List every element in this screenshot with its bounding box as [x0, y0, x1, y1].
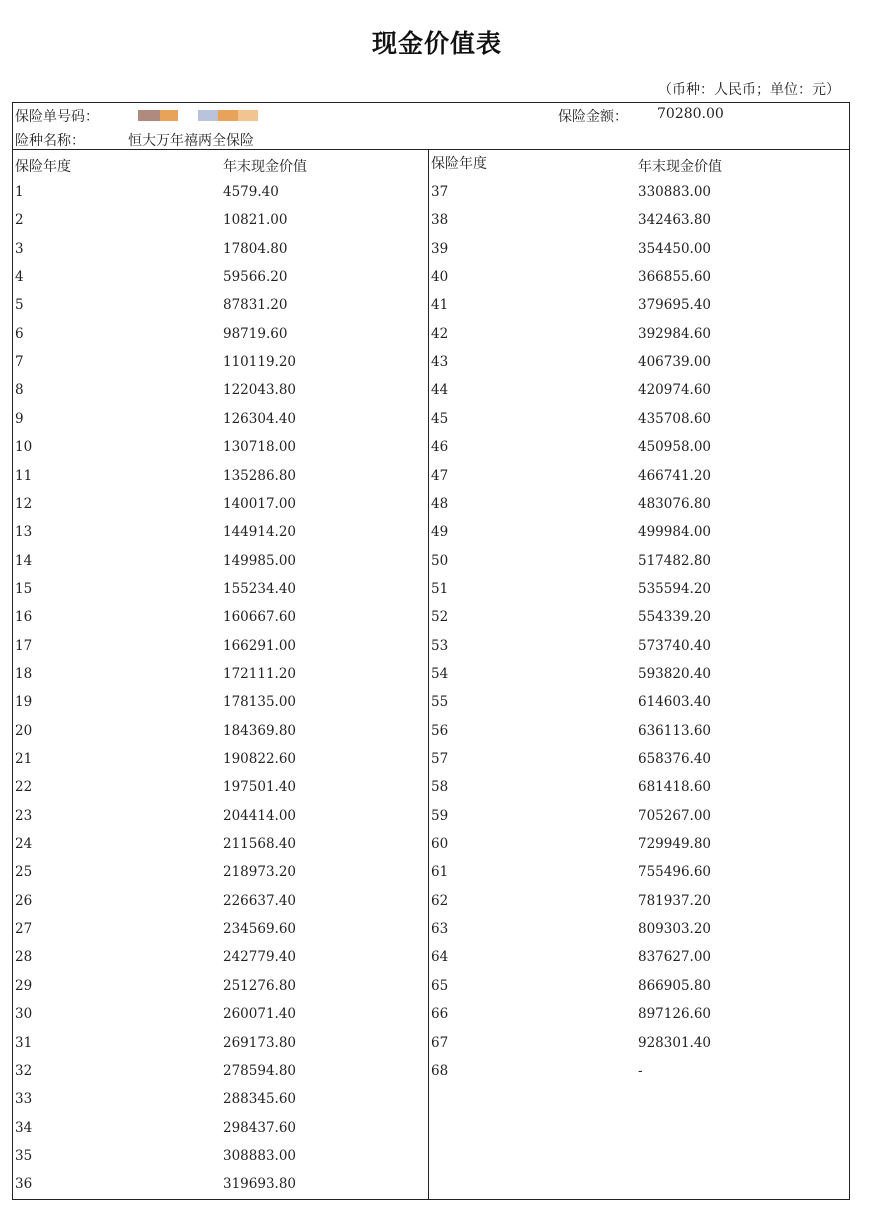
cash-value-cell: 379695.40 [638, 297, 712, 314]
table-row [0, 1035, 874, 1055]
product-name-value: 恒大万年禧两全保险 [128, 133, 254, 149]
cash-value-cell: 226637.40 [223, 892, 297, 909]
policy-year-cell: 6 [15, 325, 24, 342]
cash-value-cell: 204414.00 [223, 807, 297, 824]
policy-year-cell: 16 [15, 609, 33, 626]
table-row [0, 779, 874, 799]
table-row [0, 609, 874, 629]
policy-year-cell: 68 [431, 1062, 449, 1079]
policy-year-cell: 31 [15, 1034, 33, 1051]
policy-number-label: 保险单号码： [15, 109, 99, 125]
cash-value-cell: 149985.00 [223, 552, 297, 569]
cash-value-cell: 342463.80 [638, 212, 712, 229]
policy-year-cell: 21 [15, 751, 33, 767]
policy-year-cell: 29 [15, 977, 33, 994]
cash-value-cell: 144914.20 [223, 524, 297, 541]
cash-value-cell: 573740.40 [638, 637, 712, 654]
cash-value-cell: 126304.40 [223, 410, 297, 427]
product-name-label: 险种名称： [15, 133, 85, 149]
sum-insured-value: 70280.00 [657, 106, 724, 122]
table-row [0, 1176, 874, 1196]
policy-year-cell: 9 [15, 410, 24, 427]
policy-year-cell: 7 [15, 354, 24, 371]
policy-year-cell: 66 [431, 1006, 449, 1023]
cash-value-cell: 406739.00 [638, 354, 712, 371]
policy-year-cell: 53 [431, 637, 449, 654]
right-col-value-header: 年末现金价值 [638, 159, 722, 175]
cash-value-cell: 155234.40 [223, 580, 297, 597]
table-row [0, 468, 874, 488]
policy-year-cell: 50 [431, 552, 449, 569]
policy-year-cell: 58 [431, 779, 449, 796]
cash-value-cell: 130718.00 [223, 439, 297, 456]
policy-year-cell: 33 [15, 1091, 33, 1108]
left-col-year-header: 保险年度 [15, 159, 71, 175]
cash-value-cell: 160667.60 [223, 609, 297, 626]
cash-value-cell: 499984.00 [638, 524, 712, 541]
cash-value-cell: 420974.60 [638, 382, 712, 399]
cash-value-cell: 308883.00 [223, 1147, 297, 1164]
policy-year-cell: 63 [431, 921, 449, 938]
policy-year-cell: 27 [15, 921, 33, 938]
cash-value-cell: 554339.20 [638, 609, 712, 626]
cash-value-cell: 197501.40 [223, 779, 297, 796]
cash-value-cell: 593820.40 [638, 665, 712, 682]
cash-value-cell: 251276.80 [223, 977, 297, 994]
cash-value-cell: 98719.60 [223, 325, 288, 342]
table-row [0, 297, 874, 317]
cash-value-cell: 354450.00 [638, 240, 712, 257]
policy-year-cell: 23 [15, 807, 33, 824]
cash-value-cell: 450958.00 [638, 439, 712, 456]
table-row [0, 212, 874, 232]
policy-year-cell: 40 [431, 269, 449, 286]
cash-value-cell: - [638, 1062, 643, 1079]
table-row [0, 524, 874, 544]
table-row [0, 723, 874, 743]
cash-value-cell: 466741.20 [638, 467, 712, 484]
cash-value-cell: 705267.00 [638, 807, 712, 824]
cash-value-cell: 218973.20 [223, 864, 297, 881]
cash-value-cell: 729949.80 [638, 836, 712, 853]
policy-year-cell: 34 [15, 1119, 33, 1136]
cash-value-cell: 928301.40 [638, 1034, 712, 1051]
policy-year-cell: 1 [15, 184, 24, 200]
cash-value-cell: 190822.60 [223, 751, 297, 767]
cash-value-cell: 435708.60 [638, 410, 712, 427]
cash-value-cell: 366855.60 [638, 269, 712, 286]
policy-year-cell: 51 [431, 580, 449, 597]
policy-year-cell: 48 [431, 495, 449, 512]
policy-year-cell: 37 [431, 184, 449, 200]
cash-value-cell: 897126.60 [638, 1006, 712, 1023]
policy-year-cell: 55 [431, 694, 449, 711]
cash-value-cell: 636113.60 [638, 722, 712, 739]
policy-year-cell: 45 [431, 410, 449, 427]
sum-insured-label: 保险金额： [558, 109, 628, 125]
table-row [0, 1063, 874, 1083]
policy-year-cell: 57 [431, 751, 449, 767]
cash-value-cell: 110119.20 [223, 354, 297, 371]
cash-value-cell: 234569.60 [223, 921, 297, 938]
policy-year-cell: 49 [431, 524, 449, 541]
table-row [0, 638, 874, 658]
policy-year-cell: 42 [431, 325, 449, 342]
table-row [0, 269, 874, 289]
cash-value-cell: 288345.60 [223, 1091, 297, 1108]
table-row [0, 949, 874, 969]
table-row [0, 808, 874, 828]
policy-year-cell: 61 [431, 864, 449, 881]
policy-year-cell: 60 [431, 836, 449, 853]
right-col-year-header: 保险年度 [431, 156, 487, 172]
table-row [0, 326, 874, 346]
policy-year-cell: 11 [15, 467, 33, 484]
policy-year-cell: 18 [15, 665, 33, 682]
cash-value-cell: 178135.00 [223, 694, 297, 711]
redacted-policy-number-part [218, 110, 238, 121]
policy-year-cell: 22 [15, 779, 33, 796]
table-row [0, 893, 874, 913]
policy-year-cell: 54 [431, 665, 449, 682]
table-row [0, 354, 874, 374]
table-row [0, 1148, 874, 1168]
left-col-value-header: 年末现金价值 [223, 159, 307, 175]
table-row [0, 921, 874, 941]
cash-value-cell: 278594.80 [223, 1062, 297, 1079]
policy-year-cell: 64 [431, 949, 449, 966]
policy-year-cell: 4 [15, 269, 24, 286]
policy-year-cell: 35 [15, 1147, 33, 1164]
cash-value-cell: 837627.00 [638, 949, 712, 966]
cash-value-cell: 658376.40 [638, 751, 712, 767]
cash-value-cell: 269173.80 [223, 1034, 297, 1051]
policy-year-cell: 41 [431, 297, 449, 314]
table-row [0, 864, 874, 884]
cash-value-cell: 298437.60 [223, 1119, 297, 1136]
table-row [0, 184, 874, 204]
table-row [0, 978, 874, 998]
policy-year-cell: 46 [431, 439, 449, 456]
cash-value-cell: 59566.20 [223, 269, 288, 286]
policy-year-cell: 3 [15, 240, 24, 257]
redacted-policy-number-part [138, 110, 160, 121]
policy-year-cell: 10 [15, 439, 33, 456]
table-row [0, 553, 874, 573]
table-row [0, 241, 874, 261]
cash-value-cell: 866905.80 [638, 977, 712, 994]
table-row [0, 666, 874, 686]
cash-value-cell: 681418.60 [638, 779, 712, 796]
cash-value-cell: 87831.20 [223, 297, 288, 314]
policy-year-cell: 32 [15, 1062, 33, 1079]
cash-value-cell: 184369.80 [223, 722, 297, 739]
cash-value-cell: 392984.60 [638, 325, 712, 342]
table-row [0, 496, 874, 516]
cash-value-cell: 517482.80 [638, 552, 712, 569]
policy-year-cell: 38 [431, 212, 449, 229]
cash-value-cell: 330883.00 [638, 184, 712, 200]
table-row [0, 382, 874, 402]
policy-year-cell: 47 [431, 467, 449, 484]
cash-value-cell: 135286.80 [223, 467, 297, 484]
policy-year-cell: 15 [15, 580, 33, 597]
policy-year-cell: 65 [431, 977, 449, 994]
table-row [0, 1091, 874, 1111]
cash-value-cell: 10821.00 [223, 212, 288, 229]
cash-value-cell: 17804.80 [223, 240, 288, 257]
redacted-policy-number-part [198, 110, 218, 121]
policy-year-cell: 43 [431, 354, 449, 371]
policy-year-cell: 59 [431, 807, 449, 824]
policy-year-cell: 44 [431, 382, 449, 399]
redacted-policy-number-part [160, 110, 178, 121]
page-title: 现金价值表 [371, 29, 502, 58]
cash-value-cell: 242779.40 [223, 949, 297, 966]
cash-value-cell: 781937.20 [638, 892, 712, 909]
policy-year-cell: 19 [15, 694, 33, 711]
policy-year-cell: 26 [15, 892, 33, 909]
cash-value-cell: 260071.40 [223, 1006, 297, 1023]
currency-note: （币种：人民币；单位：元） [658, 82, 840, 98]
cash-value-cell: 755496.60 [638, 864, 712, 881]
cash-value-cell: 535594.20 [638, 580, 712, 597]
policy-year-cell: 24 [15, 836, 33, 853]
policy-year-cell: 13 [15, 524, 33, 541]
table-row [0, 1120, 874, 1140]
table-row [0, 694, 874, 714]
policy-year-cell: 52 [431, 609, 449, 626]
redacted-policy-number-part [238, 110, 258, 121]
cash-value-cell: 211568.40 [223, 836, 297, 853]
table-row [0, 581, 874, 601]
cash-value-cell: 122043.80 [223, 382, 297, 399]
cash-value-cell: 140017.00 [223, 495, 297, 512]
policy-year-cell: 14 [15, 552, 33, 569]
cash-value-cell: 483076.80 [638, 495, 712, 512]
cash-value-cell: 172111.20 [223, 665, 297, 682]
cash-value-cell: 809303.20 [638, 921, 712, 938]
policy-year-cell: 28 [15, 949, 33, 966]
policy-year-cell: 30 [15, 1006, 33, 1023]
table-row [0, 836, 874, 856]
cash-value-cell: 319693.80 [223, 1176, 297, 1193]
cash-value-cell: 4579.40 [223, 184, 279, 200]
table-row [0, 439, 874, 459]
cash-value-cell: 614603.40 [638, 694, 712, 711]
policy-year-cell: 17 [15, 637, 33, 654]
cash-value-cell: 166291.00 [223, 637, 297, 654]
policy-year-cell: 25 [15, 864, 33, 881]
policy-year-cell: 5 [15, 297, 24, 314]
policy-year-cell: 62 [431, 892, 449, 909]
table-row [0, 751, 874, 771]
policy-year-cell: 12 [15, 495, 33, 512]
table-row [0, 411, 874, 431]
policy-year-cell: 56 [431, 722, 449, 739]
policy-year-cell: 2 [15, 212, 24, 229]
table-row [0, 1006, 874, 1026]
policy-year-cell: 20 [15, 722, 33, 739]
policy-year-cell: 39 [431, 240, 449, 257]
policy-year-cell: 67 [431, 1034, 449, 1051]
policy-year-cell: 8 [15, 382, 24, 399]
policy-year-cell: 36 [15, 1176, 33, 1193]
